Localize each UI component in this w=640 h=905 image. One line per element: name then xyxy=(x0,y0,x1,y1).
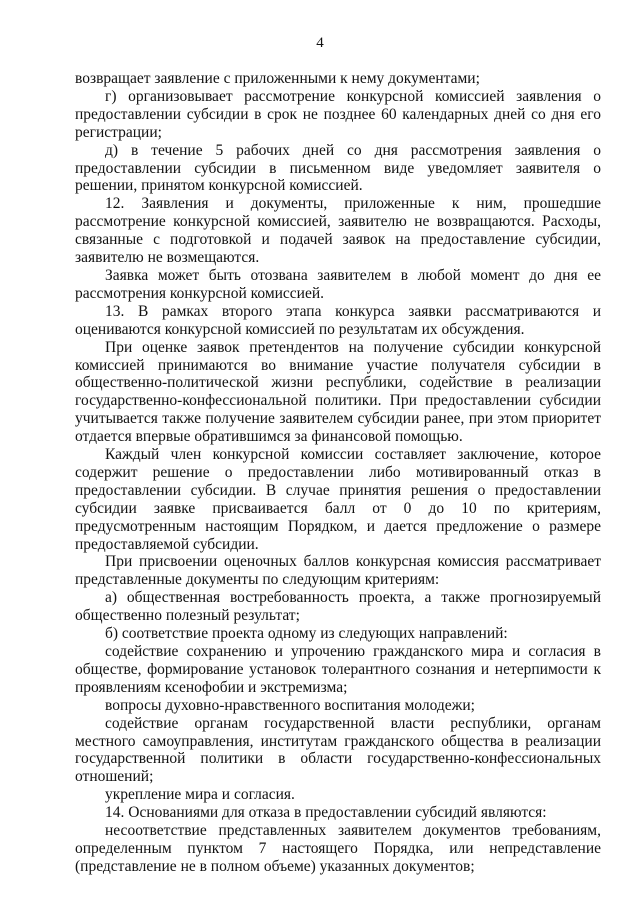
page-number: 4 xyxy=(316,35,324,51)
paragraph-direction-authorities: содействие органам государственной власти республики, органам местного самоуправления, институтам гражданского общества в реализации государственной политики в области государственно-конфессиональных отношений; xyxy=(75,714,601,786)
document-body xyxy=(75,70,601,876)
paragraph-direction-youth: вопросы духовно-нравственного воспитания молодежи; xyxy=(105,696,475,714)
paragraph-criterion-a: а) общественная востребованность проекта, а также прогнозируемый общественно полезный результат; xyxy=(75,589,601,625)
paragraph-direction-peace: содействие сохранению и упрочению гражданского мира и согласия в обществе, формирование установок толерантного сознания и нетерпимости к проявлениям ксенофобии и экстремизма; xyxy=(75,643,601,696)
paragraph-refusal-ground: несоответствие представленных заявителем документов требованиям, определенным пунктом 7 настоящего Порядка, или непредставление (представление не в полном объеме) указанных документов; xyxy=(75,822,601,875)
paragraph-direction-harmony: укрепление мира и согласия. xyxy=(105,786,295,804)
paragraph-13: 13. В рамках второго этапа конкурса заявки рассматриваются и оцениваются конкурсной комиссией по результатам их обсуждения. xyxy=(75,302,601,338)
paragraph-member-conclusion: Каждый член конкурсной комиссии составляет заключение, которое содержит решение о предоставлении либо мотивированный отказ в предоставлении субсидии. В случае принятия решения о предоставлении субсидии заявке присваивается балл от 0 до 10 по критериям, предусмотренным настоящим Порядком, и дается предложение о размере предоставляемой субсидии. xyxy=(75,446,601,553)
paragraph-criterion-b: б) соответствие проекта одному из следующих направлений: xyxy=(105,625,508,643)
paragraph-item-g: г) организовывает рассмотрение конкурсной комиссией заявления о предоставлении субсидии в срок не позднее 60 календарных дней со дня его регистрации; xyxy=(75,87,601,141)
paragraph-14: 14. Основаниями для отказа в предоставлении субсидий являются: xyxy=(105,804,547,822)
paragraph-withdrawal: Заявка может быть отозвана заявителем в любой момент до дня ее рассмотрения конкурсной комиссией. xyxy=(75,266,601,302)
paragraph-scoring: При присвоении оценочных баллов конкурсная комиссия рассматривает представленные документы по следующим критериям: xyxy=(75,553,601,589)
paragraph-item-d: д) в течение 5 рабочих дней со дня рассмотрения заявления о предоставлении субсидии в письменном виде уведомляет заявителя о решении, принятом конкурсной комиссией. xyxy=(75,141,601,195)
paragraph-evaluation: При оценке заявок претендентов на получение субсидии конкурсной комиссией принимаются во внимание участие получателя субсидии в общественно-политической жизни республики, содействие в реализации государственно-конфессиональной политики. При предоставлении субсидии учитывается также получение заявителем субсидии ранее, при этом приоритет отдается впервые обратившимся за финансовой помощью. xyxy=(75,338,601,446)
paragraph-12: 12. Заявления и документы, приложенные к ним, прошедшие рассмотрение конкурсной комиссией, заявителю не возвращаются. Расходы, связанные с подготовкой и подачей заявок на предоставление субсидии, заявителю не возмещаются. xyxy=(75,195,601,267)
paragraph-continuation: возвращает заявление с приложенными к нему документами; xyxy=(75,70,480,87)
